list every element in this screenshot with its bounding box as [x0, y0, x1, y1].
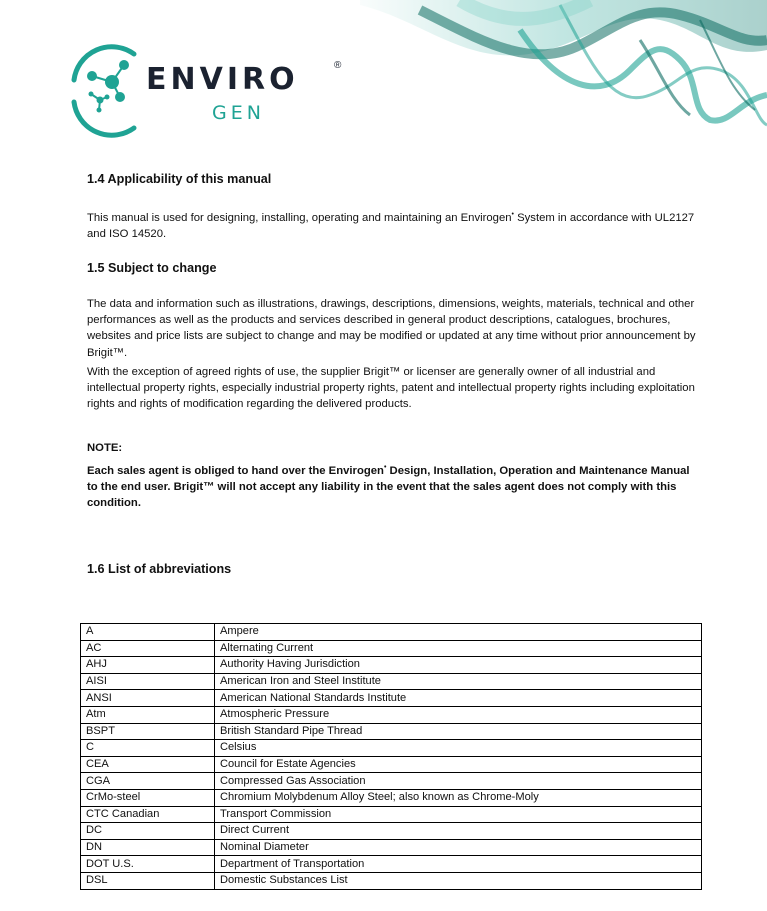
meaning-cell: Authority Having Jurisdiction [215, 657, 702, 674]
section-1-4-heading: 1.4 Applicability of this manual [87, 172, 272, 186]
meaning-cell: Department of Transportation [215, 856, 702, 873]
table-row [81, 856, 702, 873]
abbreviation-cell: AISI [81, 673, 215, 690]
logo-subtitle: GEN [212, 102, 265, 124]
abbreviation-cell: CEA [81, 756, 215, 773]
table-row [81, 657, 702, 674]
section-1-5-paragraph-2: With the exception of agreed rights of use, the supplier Brigit™ or licenser are generally owner of all industrial and intellectual property rights, especially industrial property rights, patent and intellectual property rights including exploitation rights and rights of modification regarding the delivered products. [87, 366, 695, 410]
abbreviation-cell: DC [81, 823, 215, 840]
molecule-ring-icon [62, 40, 142, 140]
section-1-6-heading: 1.6 List of abbreviations [87, 562, 232, 576]
abbreviation-cell: CrMo-steel [81, 789, 215, 806]
abbreviation-cell: C [81, 740, 215, 757]
logo-wordmark: ENVIRO [146, 62, 299, 97]
table-row [81, 740, 702, 757]
meaning-cell: Ampere [215, 624, 702, 641]
meaning-cell: Council for Estate Agencies [215, 756, 702, 773]
table-row [81, 723, 702, 740]
table-row [81, 706, 702, 723]
registered-dot-icon: • [383, 464, 387, 471]
meaning-cell: Direct Current [215, 823, 702, 840]
note-label: NOTE: [87, 442, 123, 454]
registered-dot-icon: • [511, 211, 514, 218]
abbreviation-cell: DOT U.S. [81, 856, 215, 873]
table-row [81, 756, 702, 773]
meaning-cell: Atmospheric Pressure [215, 706, 702, 723]
meaning-cell: Compressed Gas Association [215, 773, 702, 790]
abbreviation-cell: DN [81, 839, 215, 856]
table-row [81, 806, 702, 823]
table-row [81, 872, 702, 889]
meaning-cell: British Standard Pipe Thread [215, 723, 702, 740]
abbreviation-cell: Atm [81, 706, 215, 723]
abbreviation-cell: AHJ [81, 657, 215, 674]
meaning-cell: American National Standards Institute [215, 690, 702, 707]
note-paragraph: Each sales agent is obliged to hand over the Envirogen• Design, Installation, Operation and Maintenance Manual to the end user. Brigit™ will not accept any liability in the event that the sales agent does not comply with this condition. [87, 464, 690, 509]
meaning-cell: Celsius [215, 740, 702, 757]
table-row [81, 839, 702, 856]
registered-mark: ® [334, 60, 342, 71]
section-1-4-paragraph: This manual is used for designing, installing, operating and maintaining an Envirogen• System in accordance with UL2127 and ISO 14520. [87, 211, 695, 240]
abbreviation-cell: AC [81, 640, 215, 657]
smoke-decoration-image [360, 0, 767, 160]
abbreviations-table [80, 623, 702, 890]
table-row [81, 640, 702, 657]
meaning-cell: Nominal Diameter [215, 839, 702, 856]
table-row [81, 789, 702, 806]
table-row [81, 773, 702, 790]
table-row [81, 823, 702, 840]
table-row [81, 624, 702, 641]
abbreviation-cell: BSPT [81, 723, 215, 740]
table-row [81, 690, 702, 707]
abbreviation-cell: DSL [81, 872, 215, 889]
abbreviation-cell: ANSI [81, 690, 215, 707]
section-1-5-heading: 1.5 Subject to change [87, 261, 217, 275]
table-row [81, 673, 702, 690]
section-1-5-paragraph-1: The data and information such as illustrations, drawings, descriptions, dimensions, weights, materials, technical and other performances as well as the products and services described in general product descriptions, catalogues, brochures, websites and price lists are subject to change and may be modified or updated at any time without prior announcement by Brigit™. [87, 298, 696, 359]
meaning-cell: Domestic Substances List [215, 872, 702, 889]
envirogen-logo [62, 40, 362, 140]
abbreviation-cell: CGA [81, 773, 215, 790]
meaning-cell: Alternating Current [215, 640, 702, 657]
abbreviation-cell: A [81, 624, 215, 641]
abbreviation-cell: CTC Canadian [81, 806, 215, 823]
meaning-cell: American Iron and Steel Institute [215, 673, 702, 690]
meaning-cell: Transport Commission [215, 806, 702, 823]
meaning-cell: Chromium Molybdenum Alloy Steel; also known as Chrome-Moly [215, 789, 702, 806]
